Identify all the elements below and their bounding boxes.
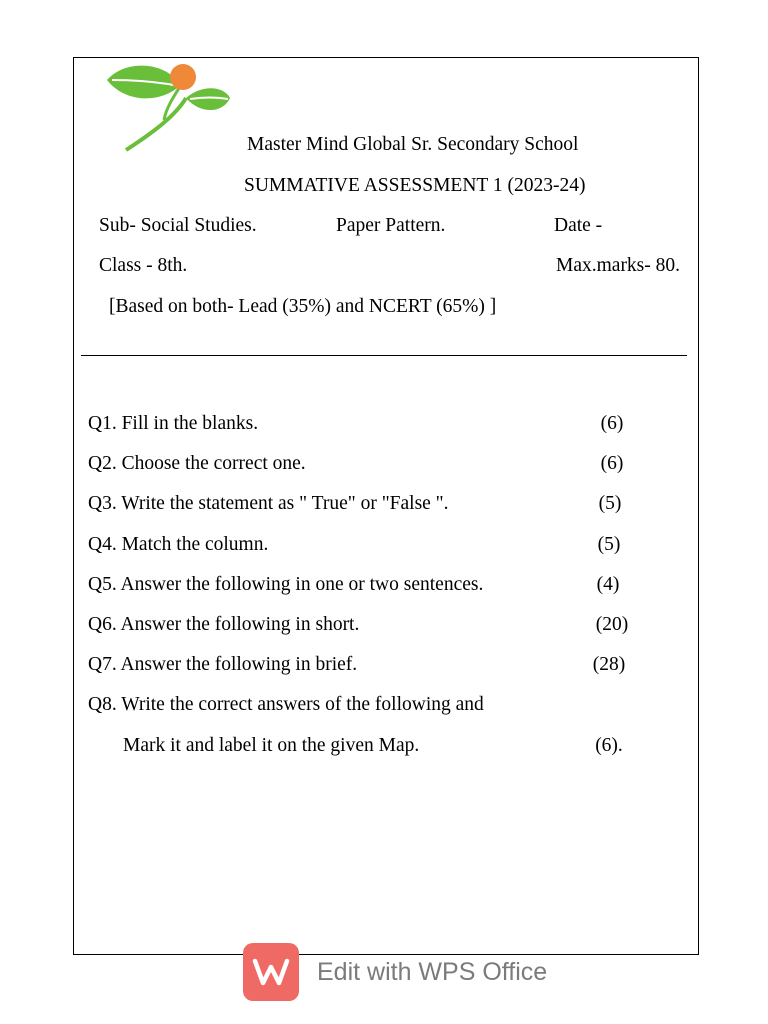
question-6-marks: (20): [595, 614, 629, 635]
header-divider: [81, 355, 687, 356]
subject-label: Sub- Social Studies.: [99, 215, 257, 236]
wps-office-icon: [243, 943, 299, 1001]
question-7-marks: (28): [592, 654, 626, 675]
exam-title: SUMMATIVE ASSESSMENT 1 (2023-24): [244, 175, 586, 196]
date-label: Date -: [554, 215, 603, 236]
question-paper: [73, 57, 699, 955]
question-3-marks: (5): [598, 493, 622, 514]
question-5-marks: (4): [596, 574, 620, 595]
question-1-marks: (6): [600, 413, 624, 434]
question-6: Q6. Answer the following in short.: [88, 614, 360, 635]
question-4: Q4. Match the column.: [88, 534, 269, 555]
question-4-marks: (5): [597, 534, 621, 555]
question-2-marks: (6): [600, 453, 624, 474]
class-label: Class - 8th.: [99, 255, 188, 276]
wps-edit-banner[interactable]: [243, 942, 547, 1002]
marks-basis-note: [Based on both- Lead (35%) and NCERT (65%) ]: [109, 296, 497, 317]
question-8-continuation: Mark it and label it on the given Map.: [123, 735, 420, 756]
question-7: Q7. Answer the following in brief.: [88, 654, 358, 675]
paper-pattern-label: Paper Pattern.: [336, 215, 446, 236]
school-name: Master Mind Global Sr. Secondary School: [247, 134, 579, 155]
school-logo: [104, 60, 234, 155]
question-2: Q2. Choose the correct one.: [88, 453, 306, 474]
question-8: Q8. Write the correct answers of the following and: [88, 694, 484, 715]
question-1: Q1. Fill in the blanks.: [88, 413, 259, 434]
question-5: Q5. Answer the following in one or two sentences.: [88, 574, 484, 595]
question-3: Q3. Write the statement as " True" or "False ".: [88, 493, 449, 514]
max-marks-label: Max.marks- 80.: [556, 255, 681, 276]
wps-edit-label[interactable]: Edit with WPS Office: [317, 957, 548, 986]
question-8-marks: (6).: [595, 735, 623, 756]
